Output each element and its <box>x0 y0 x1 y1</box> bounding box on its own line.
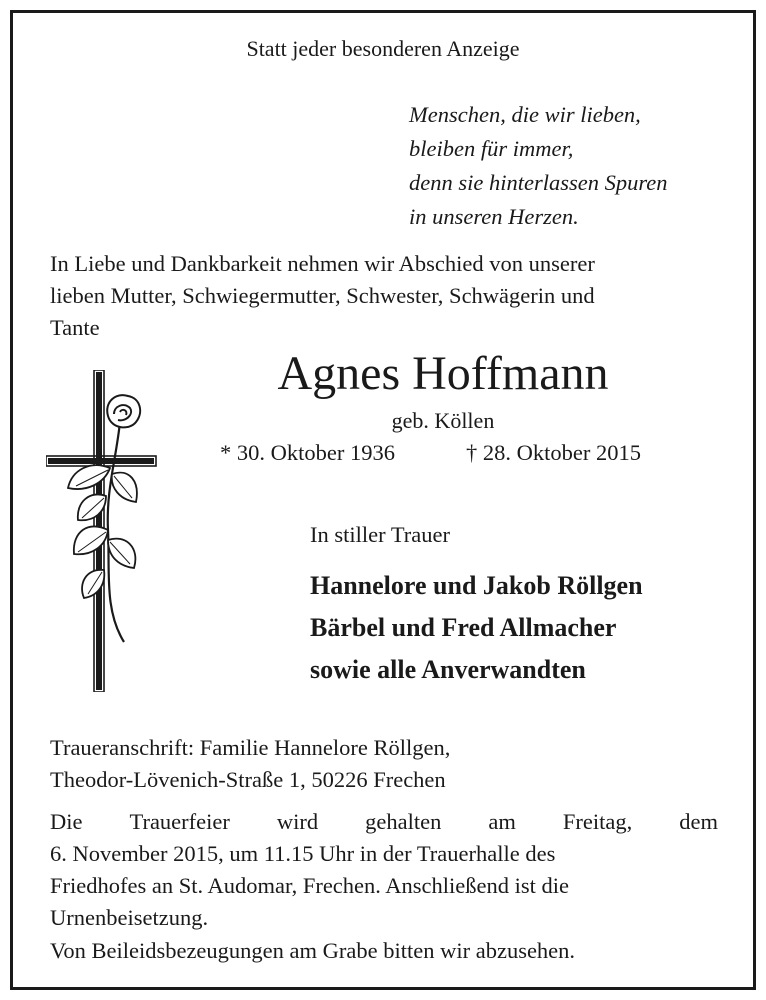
mourners-list <box>310 565 643 691</box>
mourner-line: Hannelore und Jakob Röllgen <box>310 571 643 600</box>
address-line: Traueranschrift: Familie Hannelore Röllgen, <box>50 735 451 760</box>
service-word: am <box>488 809 516 834</box>
header-notice: Statt jeder besonderen Anzeige <box>246 36 520 61</box>
service-word: dem <box>679 809 718 834</box>
deceased-name: Agnes Hoffmann <box>277 347 609 400</box>
poem-line: Menschen, die wir lieben, <box>409 102 641 127</box>
deceased-birth-name: geb. Köllen <box>391 408 495 433</box>
service-word: Freitag, <box>562 809 633 834</box>
intro-text <box>50 248 718 344</box>
poem-line: bleiben für immer, <box>409 136 574 161</box>
death-date: † 28. Oktober 2015 <box>466 440 641 465</box>
mourner-line: sowie alle Anverwandten <box>310 655 586 684</box>
service-line: Friedhofes an St. Audomar, Frechen. Anschließend ist die <box>50 873 570 898</box>
funeral-service-info <box>50 806 718 934</box>
mourner-line: Bärbel und Fred Allmacher <box>310 613 617 642</box>
service-word: Die <box>50 809 83 834</box>
poem-line: in unseren Herzen. <box>409 204 579 229</box>
address-line: Theodor-Lövenich-Straße 1, 50226 Frechen <box>50 767 446 792</box>
birth-date: * 30. Oktober 1936 <box>220 440 395 465</box>
poem <box>409 98 668 234</box>
service-first-line <box>50 806 718 838</box>
service-line: 6. November 2015, um 11.15 Uhr in der Trauerhalle des <box>50 841 556 866</box>
mourning-address <box>50 732 450 796</box>
intro-line: Tante <box>50 315 100 340</box>
service-word: Trauerfeier <box>129 809 230 834</box>
intro-line: lieben Mutter, Schwiegermutter, Schwester, Schwägerin und <box>50 283 595 308</box>
mourning-label: In stiller Trauer <box>310 522 450 547</box>
service-word: wird <box>276 809 319 834</box>
poem-line: denn sie hinterlassen Spuren <box>409 170 668 195</box>
intro-line: In Liebe und Dankbarkeit nehmen wir Abschied von unserer <box>50 251 595 276</box>
service-word: gehalten <box>365 809 442 834</box>
closing-request: Von Beileidsbezeugungen am Grabe bitten wir abzusehen. <box>50 938 576 963</box>
service-line: Urnenbeisetzung. <box>50 905 209 930</box>
